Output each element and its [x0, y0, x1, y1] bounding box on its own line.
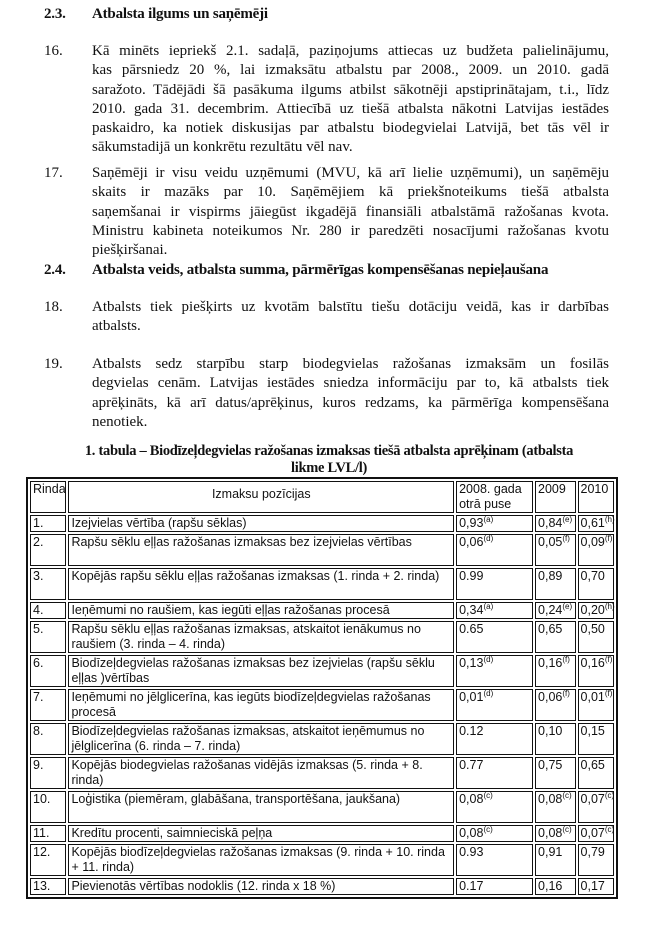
section-number: 2.4. — [44, 262, 66, 278]
footnote-marker: (e) — [562, 602, 573, 611]
cell-2010 — [578, 844, 614, 876]
cell-rinda — [30, 825, 66, 842]
text-line: aprēķināts, kā arī datus/aprēķinus, kuros redzams, ka pārmērīga kompensēšana — [92, 394, 609, 411]
cell-2008-text: 0,34 — [459, 603, 484, 617]
cell-2008-text: 0,01 — [459, 690, 484, 704]
text-line: Atbalsts tiek piešķirts uz kvotām balstītu tiešu dotāciju veidā, kas ir darbības — [92, 299, 609, 315]
cell-2009-text: 0,05 — [538, 535, 563, 549]
cell-description — [68, 602, 454, 619]
cell-2009 — [535, 655, 575, 687]
cell-rinda-text: 5. — [33, 622, 44, 636]
cell-2010 — [578, 534, 614, 566]
cell-description — [68, 791, 454, 823]
cell-2010 — [578, 621, 614, 653]
footnote-marker: (h) — [604, 602, 615, 611]
cell-rinda-text: 11. — [33, 826, 50, 840]
footnote-marker: (f) — [604, 655, 613, 664]
cell-description-text: Rapšu sēklu eļļas ražošanas izmaksas, atskaitot ienākumus no raušiem (3. rinda – 4. rinda) — [71, 622, 421, 651]
cell-2009 — [535, 689, 575, 721]
cell-2010-text: 0,16 — [580, 656, 605, 670]
cell-rinda-text: 6. — [33, 656, 44, 670]
cell-2010 — [578, 568, 614, 600]
table-caption-line: likme LVL/l) — [290, 460, 368, 476]
paragraph-number: 18. — [44, 299, 63, 315]
table-row — [30, 515, 614, 532]
cell-2008-text: 0.17 — [459, 879, 484, 893]
cell-2009-text: 0,89 — [538, 569, 563, 583]
cell-2010-text: 0,70 — [580, 569, 605, 583]
table-row — [30, 825, 614, 842]
footnote-marker: (f) — [604, 689, 613, 698]
cell-description — [68, 723, 454, 755]
cell-description-text: Rapšu sēklu eļļas ražošanas izmaksas bez izejvielas vērtības — [71, 535, 412, 549]
table-caption — [66, 443, 592, 477]
cell-2009-text: 0,08 — [538, 826, 563, 840]
paragraph-text — [92, 355, 609, 432]
cell-2010-text: 0,65 — [580, 758, 605, 772]
footnote-marker: (c) — [562, 791, 572, 800]
cell-2009-text: 0,16 — [538, 656, 563, 670]
footnote-marker: (a) — [483, 515, 494, 524]
cell-description — [68, 568, 454, 600]
cell-description — [68, 515, 454, 532]
cell-rinda-text: 13. — [33, 879, 51, 893]
cell-2009-text: 0,84 — [538, 516, 563, 530]
cell-description-text: Ieņēmumi no raušiem, kas iegūti eļļas ražošanas procesā — [71, 603, 390, 617]
cell-2009-text: 0,91 — [538, 845, 563, 859]
cell-description-text: Pievienotās vērtības nodoklis (12. rinda x 18 %) — [71, 879, 336, 893]
table-row — [30, 878, 614, 895]
text-line: sākumstadijā un konkrētu rezultātu vēl nav. — [92, 139, 353, 156]
cell-rinda-text: 3. — [33, 569, 44, 583]
cell-description — [68, 534, 454, 566]
table-row — [30, 568, 614, 600]
cell-2010 — [578, 689, 614, 721]
text-line: atbalsts. — [92, 318, 141, 335]
header-izmaksu-pozicijas: Izmaksu pozīcijas — [68, 481, 454, 513]
cell-rinda-text: 4. — [33, 603, 44, 617]
cell-2010-text: 0,61 — [580, 516, 605, 530]
cell-description — [68, 689, 454, 721]
paragraph-number: 16. — [44, 43, 63, 59]
text-line: 2010. gada 31. decembrim. Attiecībā uz tiešā atbalsta nākotni Latvijas iestādes — [92, 100, 609, 117]
cell-description — [68, 757, 454, 789]
table-row — [30, 655, 614, 687]
text-line: degvielas cenām. Latvijas iestādes sniedza informāciju par to, kā atbalsts tiek — [92, 375, 609, 392]
cell-2009 — [535, 534, 575, 566]
footnote-marker: (d) — [483, 655, 494, 664]
cell-2009 — [535, 568, 575, 600]
cell-2009 — [535, 757, 575, 789]
text-line: saražoto. Tādējādi šā pasākuma ilgums atbilst sākotnēji apstiprinātajam, t.i., līdz — [92, 81, 609, 98]
cell-rinda — [30, 689, 66, 721]
cell-rinda — [30, 791, 66, 823]
cell-2008 — [456, 621, 533, 653]
cell-2008 — [456, 723, 533, 755]
cell-2010-text: 0,15 — [580, 724, 605, 738]
cell-2008 — [456, 534, 533, 566]
cell-2010-text: 0,01 — [580, 690, 605, 704]
table-row — [30, 844, 614, 876]
cell-rinda-text: 9. — [33, 758, 44, 772]
cell-description-text: Kredītu procenti, saimnieciskā peļņa — [71, 826, 273, 840]
table-header-row — [30, 481, 614, 513]
cell-description — [68, 878, 454, 895]
cell-2010-text: 0,50 — [580, 622, 605, 636]
cell-2009 — [535, 515, 575, 532]
section-title: Atbalsta veids, atbalsta summa, pārmērīgas kompensēšanas nepieļaušana — [92, 262, 549, 278]
cell-2009-text: 0,65 — [538, 622, 563, 636]
cell-2010 — [578, 791, 614, 823]
text-line: Ministru kabineta noteikumos Nr. 280 ir paredzēti nosacījumi ražošanas kvotu — [92, 222, 609, 239]
cell-2008 — [456, 791, 533, 823]
footnote-marker: (d) — [483, 689, 494, 698]
cell-description-text: Loģistika (piemēram, glabāšana, transportēšana, jaukšana) — [71, 792, 401, 806]
cell-2010-text: 0,20 — [580, 603, 605, 617]
footnote-marker: (d) — [483, 534, 494, 543]
cell-rinda-text: 7. — [33, 690, 44, 704]
cell-2008-text: 0.99 — [459, 569, 484, 583]
header-2008: 2008. gada otrā puse — [456, 481, 533, 513]
paragraph-text — [92, 164, 609, 260]
cell-2009 — [535, 602, 575, 619]
cell-2008 — [456, 878, 533, 895]
cell-rinda-text: 10. — [33, 792, 51, 806]
footnote-marker: (c) — [604, 791, 615, 800]
text-line: kas pārsniedz 20 %, lai izmaksātu atbalstu par 2008., 2009. un 2010. gadā — [92, 62, 609, 79]
cell-2008 — [456, 844, 533, 876]
cell-description — [68, 621, 454, 653]
cost-table — [26, 477, 618, 899]
cell-2009 — [535, 878, 575, 895]
cell-rinda — [30, 655, 66, 687]
cell-2010 — [578, 757, 614, 789]
footnote-marker: (e) — [562, 515, 573, 524]
footnote-marker: (f) — [604, 534, 613, 543]
cell-2008 — [456, 825, 533, 842]
cell-2008 — [456, 757, 533, 789]
paragraph-text — [92, 42, 609, 158]
cell-2010-text: 0,79 — [580, 845, 605, 859]
text-line: nenotiek. — [92, 413, 148, 430]
paragraph-text — [92, 298, 609, 337]
cell-rinda — [30, 878, 66, 895]
cell-2008 — [456, 689, 533, 721]
table-caption-line: 1. tabula – Biodīzeļdegvielas ražošanas izmaksas tiešā atbalsta aprēķinam (atbalsta — [84, 443, 574, 459]
footnote-marker: (f) — [562, 655, 570, 664]
cell-2009-text: 0,08 — [538, 792, 563, 806]
cell-2008-text: 0,93 — [459, 516, 484, 530]
cell-rinda — [30, 534, 66, 566]
cell-rinda-text: 2. — [33, 535, 44, 549]
section-number: 2.3. — [44, 6, 66, 22]
cell-2009-text: 0,24 — [538, 603, 563, 617]
cell-2010 — [578, 655, 614, 687]
cell-rinda-text: 1. — [33, 516, 44, 530]
cell-description-text: Ieņēmumi no jēlglicerīna, kas iegūts biodīzeļdegvielas ražošanas procesā — [71, 690, 431, 719]
header-2009: 2009 — [535, 481, 575, 513]
cell-2008-text: 0,08 — [459, 792, 484, 806]
table-row — [30, 621, 614, 653]
cell-2009 — [535, 791, 575, 823]
cell-rinda — [30, 602, 66, 619]
section-title: Atbalsta ilgums un saņēmēji — [92, 6, 268, 22]
header-2010: 2010 — [578, 481, 614, 513]
cell-2009-text: 0,16 — [538, 879, 563, 893]
header-rinda: Rinda — [30, 481, 66, 513]
footnote-marker: (c) — [604, 825, 615, 834]
footnote-marker: (a) — [483, 602, 494, 611]
cell-2008-text: 0,08 — [459, 826, 484, 840]
cell-2009 — [535, 723, 575, 755]
cell-2009-text: 0,10 — [538, 724, 563, 738]
text-line: saņemšanai ir vispirms jāiegūst ikgadējā finansiāli atbalstāmā ražošanas kvota. — [92, 203, 609, 220]
table-row — [30, 602, 614, 619]
cell-2010 — [578, 723, 614, 755]
cell-2008-text: 0.93 — [459, 845, 484, 859]
cell-2010-text: 0,07 — [580, 826, 605, 840]
cell-rinda — [30, 723, 66, 755]
cell-2008 — [456, 568, 533, 600]
cell-rinda — [30, 568, 66, 600]
cell-description-text: Kopējās rapšu sēklu eļļas ražošanas izmaksas (1. rinda + 2. rinda) — [71, 569, 440, 583]
cell-2008 — [456, 655, 533, 687]
cell-2010 — [578, 825, 614, 842]
text-line: piešķiršanai. — [92, 242, 168, 259]
cell-2008-text: 0,06 — [459, 535, 484, 549]
cell-2008-text: 0,13 — [459, 656, 484, 670]
paragraph-number: 17. — [44, 165, 63, 181]
cell-2010 — [578, 602, 614, 619]
cell-2010-text: 0,17 — [580, 879, 605, 893]
text-line: paskaidro, ka notiek diskusijas par atbalstu biodegvielai Latvijā, bet tās vēl ir — [92, 120, 609, 137]
footnote-marker: (c) — [562, 825, 572, 834]
table-row — [30, 723, 614, 755]
cell-2009 — [535, 825, 575, 842]
table-row — [30, 534, 614, 566]
cell-description-text: Biodīzeļdegvielas ražošanas izmaksas bez izejvielas (rapšu sēklu eļļas )vērtības — [71, 656, 435, 685]
footnote-marker: (c) — [483, 825, 493, 834]
cell-2010-text: 0,09 — [580, 535, 605, 549]
cell-rinda — [30, 621, 66, 653]
cell-2008-text: 0.12 — [459, 724, 484, 738]
cell-2009-text: 0,06 — [538, 690, 563, 704]
cell-description-text: Kopējās biodīzeļdegvielas ražošanas izmaksas (9. rinda + 10. rinda + 11. rinda) — [71, 845, 445, 874]
footnote-marker: (h) — [604, 515, 615, 524]
table-row — [30, 689, 614, 721]
cell-2008-text: 0.77 — [459, 758, 484, 772]
cell-description-text: Kopējās biodegvielas ražošanas vidējās izmaksas (5. rinda + 8. rinda) — [71, 758, 423, 787]
text-line: Atbalsts sedz starpību starp biodegvielas ražošanas izmaksām un fosilās — [92, 356, 609, 372]
cell-2009-text: 0,75 — [538, 758, 563, 772]
cell-2008 — [456, 515, 533, 532]
cell-2008 — [456, 602, 533, 619]
cell-rinda — [30, 757, 66, 789]
text-line: Kā minēts iepriekš 2.1. sadaļā, paziņojums attiecas uz budžeta palielinājumu, — [92, 43, 609, 59]
cell-2009 — [535, 621, 575, 653]
footnote-marker: (f) — [562, 689, 570, 698]
cell-description-text: Izejvielas vērtība (rapšu sēklas) — [71, 516, 247, 530]
cell-description — [68, 655, 454, 687]
cell-description-text: Biodīzeļdegvielas ražošanas izmaksas, atskaitot ieņēmumus no jēlglicerīna (6. rinda – 7. rinda) — [71, 724, 425, 753]
footnote-marker: (c) — [483, 791, 493, 800]
paragraph-number: 19. — [44, 356, 63, 372]
cell-2009 — [535, 844, 575, 876]
cell-2010 — [578, 878, 614, 895]
cell-rinda-text: 8. — [33, 724, 44, 738]
table-row — [30, 757, 614, 789]
text-line: skaits ir mazāks par 10. Saņēmējiem kā priekšnoteikums tiešā atbalsta — [92, 184, 609, 201]
cell-description — [68, 844, 454, 876]
cell-description — [68, 825, 454, 842]
cell-rinda — [30, 515, 66, 532]
cell-2008-text: 0.65 — [459, 622, 484, 636]
table-row — [30, 791, 614, 823]
cell-2010 — [578, 515, 614, 532]
footnote-marker: (f) — [562, 534, 570, 543]
text-line: Saņēmēji ir visu veidu uzņēmumi (MVU, kā arī lielie uzņēmumi), un saņēmēju — [92, 165, 609, 181]
cell-2010-text: 0,07 — [580, 792, 605, 806]
cell-rinda — [30, 844, 66, 876]
cell-rinda-text: 12. — [33, 845, 51, 859]
